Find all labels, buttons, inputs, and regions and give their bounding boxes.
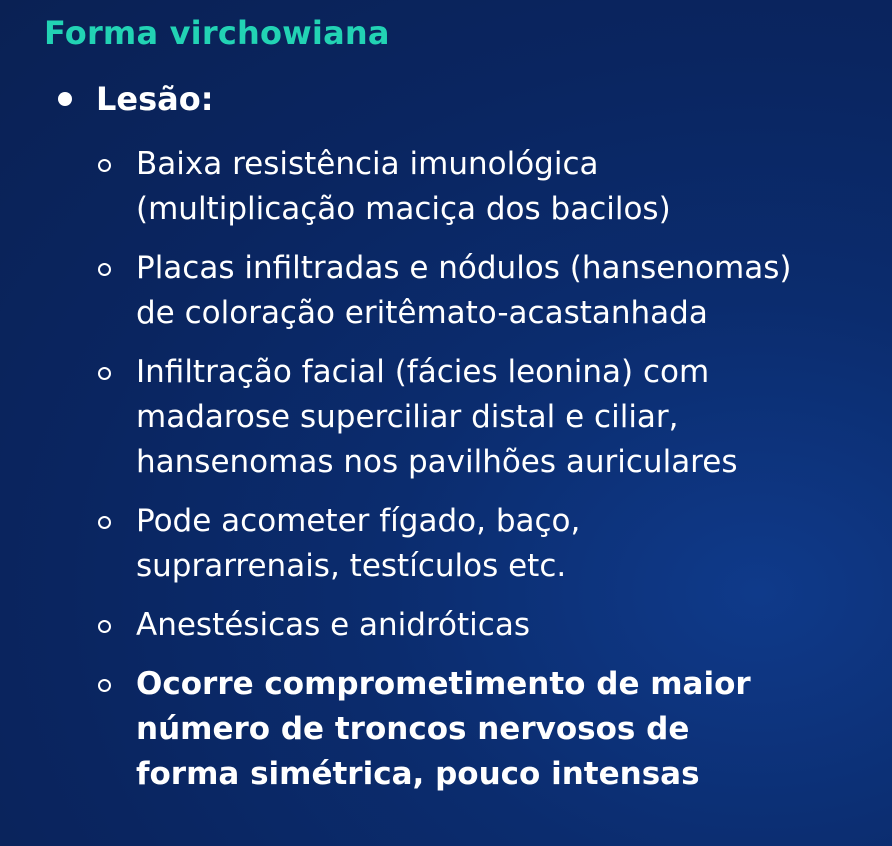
sub-bullet-line: hansenomas nos pavilhões auriculares (136, 444, 738, 480)
hollow-bullet-icon (98, 367, 111, 380)
slide-title: Forma virchowiana (44, 14, 390, 52)
sub-bullet-item (98, 603, 892, 648)
sub-bullet-line: madarose superciliar distal e ciliar, (136, 399, 679, 435)
sub-bullet-line: Baixa resistência imunológica (136, 146, 599, 182)
sub-bullet-line: Anestésicas e anidróticas (136, 607, 530, 643)
hollow-bullet-icon (98, 263, 111, 276)
hollow-bullet-icon (98, 679, 111, 692)
sub-bullet-line: suprarrenais, testículos etc. (136, 548, 567, 584)
sub-bullet-item (98, 246, 892, 336)
sub-bullet-line: Infiltração facial (fácies leonina) com (136, 354, 710, 390)
bullet-label: Lesão: (96, 80, 214, 118)
sub-bullet-line: Placas infiltradas e nódulos (hansenomas) (136, 250, 792, 286)
hollow-bullet-icon (98, 516, 111, 529)
bullet-dot-icon (58, 92, 72, 106)
sub-bullet-list (98, 142, 892, 811)
sub-bullet-item-emphasis (98, 662, 892, 797)
sub-bullet-item (98, 350, 892, 485)
sub-bullet-line: Pode acometer fígado, baço, (136, 503, 581, 539)
sub-bullet-item (98, 142, 892, 232)
sub-bullet-line: de coloração eritêmato-acastanhada (136, 295, 708, 331)
sub-bullet-line: forma simétrica, pouco intensas (136, 756, 700, 792)
sub-bullet-line: número de troncos nervosos de (136, 711, 690, 747)
sub-bullet-line: (multiplicação maciça dos bacilos) (136, 191, 671, 227)
bullet-lesao (58, 80, 214, 118)
hollow-bullet-icon (98, 620, 111, 633)
hollow-bullet-icon (98, 159, 111, 172)
sub-bullet-line: Ocorre comprometimento de maior (136, 666, 751, 702)
sub-bullet-item (98, 499, 892, 589)
